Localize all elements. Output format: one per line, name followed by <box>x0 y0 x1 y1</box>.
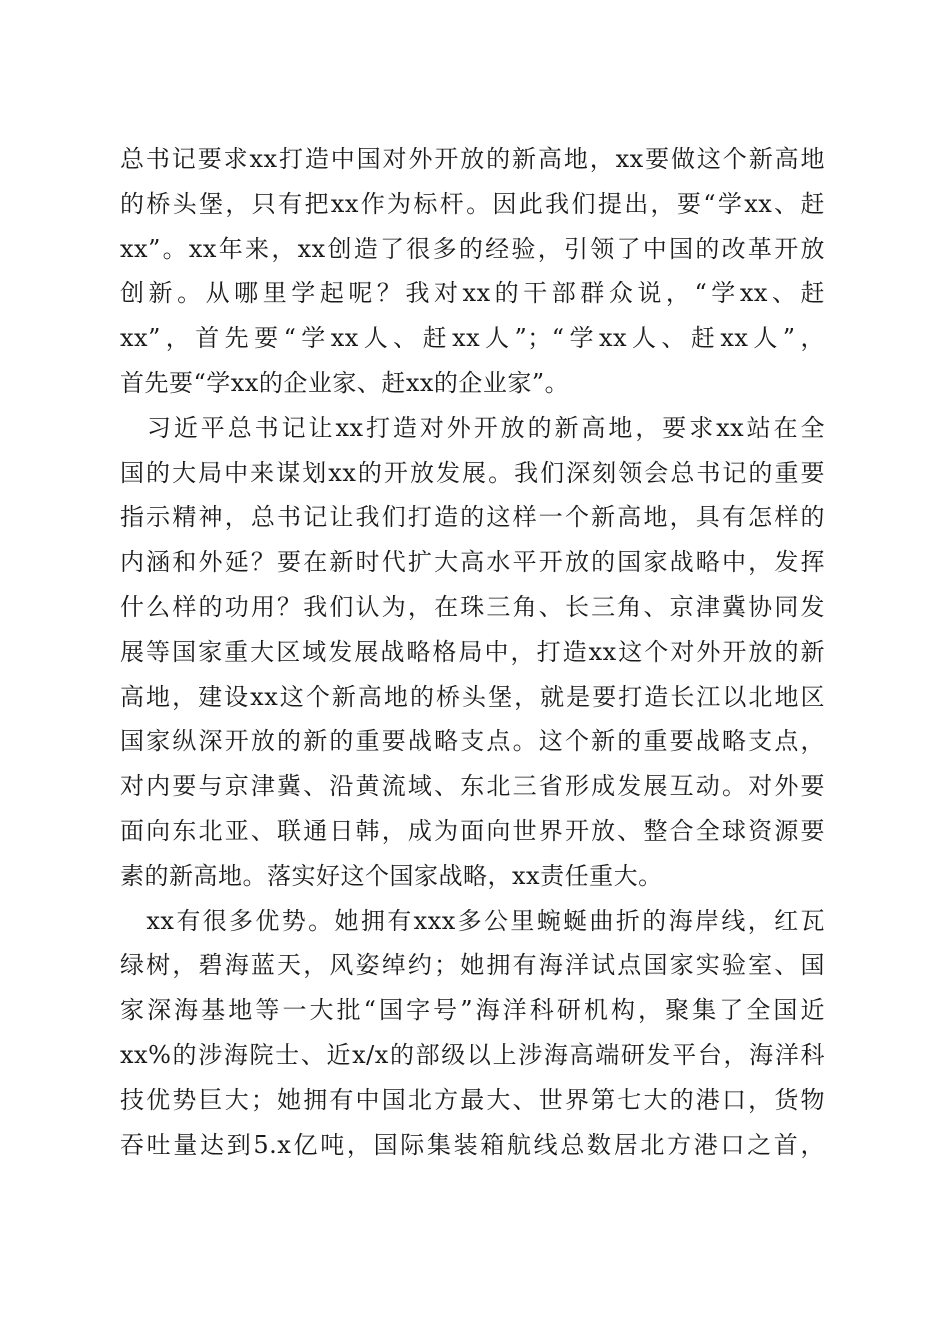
text-line: 习近平总书记让xx打造对外开放的新高地，要求xx站在全 <box>120 413 825 442</box>
text-line: xx有很多优势。她拥有xxx多公里蜿蜒曲折的海岸线，红瓦 <box>120 906 825 935</box>
text-line: 指示精神，总书记让我们打造的这样一个新高地，具有怎样的 <box>120 503 825 532</box>
text-line: 国家纵深开放的新的重要战略支点。这个新的重要战略支点， <box>120 727 825 756</box>
paragraph-3 <box>120 899 825 1168</box>
text-line: 家深海基地等一大批“国字号”海洋科研机构，聚集了全国近 <box>120 996 825 1025</box>
text-line: 总书记要求xx打造中国对外开放的新高地，xx要做这个新高地 <box>120 145 825 173</box>
body-text <box>120 137 825 1167</box>
text-line: 首先要“学xx的企业家、赶xx的企业家”。 <box>120 368 570 397</box>
text-line: 高地，建设xx这个新高地的桥头堡，就是要打造长江以北地区 <box>120 682 825 711</box>
text-line: 面向东北亚、联通日韩，成为面向世界开放、整合全球资源要 <box>120 816 825 845</box>
text-line: xx%的涉海院士、近x/x的部级以上涉海高端研发平台，海洋科 <box>120 1040 825 1069</box>
text-line: 技优势巨大；她拥有中国北方最大、世界第七大的港口，货物 <box>120 1085 825 1114</box>
text-line: 展等国家重大区域发展战略格局中，打造xx这个对外开放的新 <box>120 637 825 666</box>
text-line: 吞吐量达到5.x亿吨，国际集装箱航线总数居北方港口之首， <box>120 1130 825 1159</box>
text-line: 的桥头堡，只有把xx作为标杆。因此我们提出，要“学xx、赶 <box>120 189 825 218</box>
paragraph-2 <box>120 406 825 899</box>
text-line: xx”，首先要“学xx人、赶xx人”；“学xx人、赶xx人”， <box>120 324 825 353</box>
text-line: 素的新高地。落实好这个国家战略，xx责任重大。 <box>120 861 663 890</box>
text-line: 对内要与京津冀、沿黄流域、东北三省形成发展互动。对外要 <box>120 772 825 801</box>
paragraph-1 <box>120 137 825 406</box>
text-line: 什么样的功用？我们认为，在珠三角、长三角、京津冀协同发 <box>120 592 825 621</box>
text-line: 内涵和外延？要在新时代扩大高水平开放的国家战略中，发挥 <box>120 548 825 577</box>
text-line: 绿树，碧海蓝天，风姿绰约；她拥有海洋试点国家实验室、国 <box>120 951 825 980</box>
text-line: 创新。从哪里学起呢？我对xx的干部群众说，“学xx、赶 <box>120 279 825 308</box>
text-line: 国的大局中来谋划xx的开放发展。我们深刻领会总书记的重要 <box>120 458 825 487</box>
text-line: xx”。xx年来，xx创造了很多的经验，引领了中国的改革开放 <box>120 234 825 263</box>
